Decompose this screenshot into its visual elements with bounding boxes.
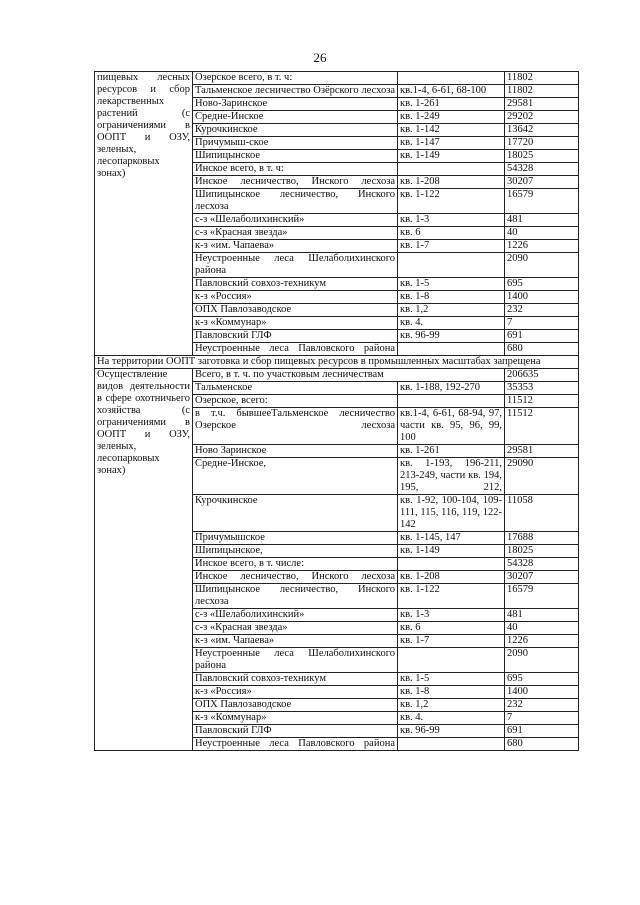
forestry-name-cell: Шипицынское — [193, 150, 398, 163]
forestry-name-cell: Инское всего, в т. числе: — [193, 558, 398, 571]
area-cell: 680 — [505, 738, 579, 751]
area-cell: 695 — [505, 278, 579, 291]
forestry-name-cell: Павловский совхоз-техникум — [193, 278, 398, 291]
quarters-cell: кв. 1-8 — [398, 291, 505, 304]
area-cell: 691 — [505, 725, 579, 738]
forestry-name-cell: Неустроенные леса Павловского района — [193, 738, 398, 751]
forestry-name-cell: с-з «Шелаболихинский» — [193, 609, 398, 622]
total-label-cell: Всего, в т. ч. по участковым лесничествам — [193, 369, 505, 382]
forestry-name-cell: ОПХ Павлозаводское — [193, 699, 398, 712]
area-cell: 2090 — [505, 648, 579, 673]
forestry-name-cell: к-з «Россия» — [193, 686, 398, 699]
area-cell: 206635 — [505, 369, 579, 382]
area-cell: 54328 — [505, 558, 579, 571]
area-cell: 35353 — [505, 382, 579, 395]
area-cell: 16579 — [505, 584, 579, 609]
forestry-name-cell: к-з «Коммунар» — [193, 712, 398, 725]
page-number: 26 — [313, 50, 327, 65]
forestry-name-cell: к-з «им. Чапаева» — [193, 240, 398, 253]
quarters-cell: кв. 1-145, 147 — [398, 532, 505, 545]
table-row — [95, 369, 579, 382]
quarters-cell: кв. 1-149 — [398, 545, 505, 558]
forestry-name-cell: к-з «им. Чапаева» — [193, 635, 398, 648]
forestry-name-cell: Павловский совхоз-техникум — [193, 673, 398, 686]
quarters-cell: кв. 1-147 — [398, 137, 505, 150]
forest-use-table — [94, 71, 579, 751]
area-cell: 481 — [505, 214, 579, 227]
area-cell: 1400 — [505, 686, 579, 699]
area-cell: 232 — [505, 304, 579, 317]
area-cell: 54328 — [505, 163, 579, 176]
quarters-cell: кв. 1-7 — [398, 240, 505, 253]
quarters-cell — [398, 163, 505, 176]
area-cell: 691 — [505, 330, 579, 343]
forestry-name-cell: Неустроенные леса Шелаболихинского района — [193, 253, 398, 278]
area-cell: 17720 — [505, 137, 579, 150]
quarters-cell: кв. 1-3 — [398, 609, 505, 622]
quarters-cell: кв. 6 — [398, 227, 505, 240]
forestry-name-cell: Курочкинское — [193, 495, 398, 532]
quarters-cell: кв. 1-261 — [398, 445, 505, 458]
forestry-name-cell: Инское лесничество, Инского лесхоза — [193, 571, 398, 584]
area-cell: 18025 — [505, 545, 579, 558]
area-cell: 695 — [505, 673, 579, 686]
quarters-cell: кв. 1-149 — [398, 150, 505, 163]
forestry-name-cell: Шипицынское лесничество, Инского лесхоза — [193, 189, 398, 214]
quarters-cell — [398, 253, 505, 278]
prohibition-notice: На территории ООПТ заготовка и сбор пищевых ресурсов в промышленных масштабах запрещена — [95, 356, 579, 369]
area-cell: 680 — [505, 343, 579, 356]
area-cell: 11512 — [505, 395, 579, 408]
forestry-name-cell: Курочкинское — [193, 124, 398, 137]
forestry-name-cell: Средне-Инское, — [193, 458, 398, 495]
area-cell: 16579 — [505, 189, 579, 214]
quarters-cell: кв. 6 — [398, 622, 505, 635]
quarters-cell: кв. 1-3 — [398, 214, 505, 227]
quarters-cell: кв. 96-99 — [398, 330, 505, 343]
area-cell: 1400 — [505, 291, 579, 304]
forestry-name-cell: Павловский ГЛФ — [193, 330, 398, 343]
forestry-name-cell: Шипицынское лесничество, Инского лесхоза — [193, 584, 398, 609]
forestry-name-cell: Озерское, всего: — [193, 395, 398, 408]
quarters-cell: кв. 1-8 — [398, 686, 505, 699]
quarters-cell: кв. 1-5 — [398, 673, 505, 686]
quarters-cell — [398, 558, 505, 571]
quarters-cell: кв. 4. — [398, 712, 505, 725]
forestry-name-cell: Неустроенные леса Павловского района — [193, 343, 398, 356]
forestry-name-cell: Озерское всего, в т. ч: — [193, 72, 398, 85]
section2-activity-cell: Осуществление видов деятельности в сфере охотничьего хозяйства (с ограничениями в ООПТ и ОЗУ, зеленых, лесопарковых зонах) — [95, 369, 193, 751]
area-cell: 30207 — [505, 176, 579, 189]
quarters-cell — [398, 343, 505, 356]
area-cell: 11058 — [505, 495, 579, 532]
forestry-name-cell: Неустроенные леса Шелаболихинского района — [193, 648, 398, 673]
forestry-name-cell: к-з «Россия» — [193, 291, 398, 304]
quarters-cell: кв. 1-193, 196-211, 213-249, части кв. 194, 195, 212, — [398, 458, 505, 495]
section1-activity-cell: пищевых лесных ресурсов и сбор лекарственных растений (с ограничениями в ООПТ и ОЗУ, зеленых, лесопарковых зонах) — [95, 72, 193, 356]
forestry-name-cell: с-з «Красная звезда» — [193, 227, 398, 240]
area-cell: 29581 — [505, 445, 579, 458]
area-cell: 232 — [505, 699, 579, 712]
quarters-cell — [398, 72, 505, 85]
quarters-cell: кв. 1-5 — [398, 278, 505, 291]
quarters-cell — [398, 738, 505, 751]
area-cell: 30207 — [505, 571, 579, 584]
area-cell: 29202 — [505, 111, 579, 124]
quarters-cell: кв. 1,2 — [398, 304, 505, 317]
quarters-cell: кв. 1-261 — [398, 98, 505, 111]
quarters-cell — [398, 395, 505, 408]
forestry-name-cell: Павловский ГЛФ — [193, 725, 398, 738]
area-cell: 29581 — [505, 98, 579, 111]
quarters-cell: кв. 1-122 — [398, 189, 505, 214]
quarters-cell — [398, 648, 505, 673]
quarters-cell: кв. 1-92, 100-104, 109-111, 115, 116, 119, 122-142 — [398, 495, 505, 532]
area-cell: 2090 — [505, 253, 579, 278]
area-cell: 40 — [505, 227, 579, 240]
forestry-name-cell: Ново-Заринское — [193, 98, 398, 111]
quarters-cell: кв. 1-208 — [398, 571, 505, 584]
area-cell: 11802 — [505, 72, 579, 85]
forestry-name-cell: в т.ч. бывшееТальменское лесничество Озерское лесхоза — [193, 408, 398, 445]
quarters-cell: кв. 96-99 — [398, 725, 505, 738]
quarters-cell: кв. 1-208 — [398, 176, 505, 189]
table-row — [95, 72, 579, 85]
area-cell: 11512 — [505, 408, 579, 445]
area-cell: 1226 — [505, 240, 579, 253]
quarters-cell: кв. 1-122 — [398, 584, 505, 609]
forestry-name-cell: с-з «Шелаболихинский» — [193, 214, 398, 227]
area-cell: 13642 — [505, 124, 579, 137]
table-row — [95, 356, 579, 369]
area-cell: 1226 — [505, 635, 579, 648]
forestry-name-cell: Тальменское лесничество Озёрского лесхоза — [193, 85, 398, 98]
quarters-cell: кв. 4. — [398, 317, 505, 330]
area-cell: 481 — [505, 609, 579, 622]
quarters-cell: кв.1-4, 6-61, 68-94, 97, части кв. 95, 96, 99, 100 — [398, 408, 505, 445]
quarters-cell: кв. 1-7 — [398, 635, 505, 648]
forestry-name-cell: с-з «Красная звезда» — [193, 622, 398, 635]
area-cell: 7 — [505, 712, 579, 725]
forestry-name-cell: Тальменское — [193, 382, 398, 395]
forestry-name-cell: Шипицынское, — [193, 545, 398, 558]
area-cell: 17688 — [505, 532, 579, 545]
forestry-name-cell: Ново Заринское — [193, 445, 398, 458]
area-cell: 7 — [505, 317, 579, 330]
forestry-name-cell: к-з «Коммунар» — [193, 317, 398, 330]
area-cell: 40 — [505, 622, 579, 635]
forestry-name-cell: Причумышское — [193, 532, 398, 545]
quarters-cell: кв. 1-249 — [398, 111, 505, 124]
forestry-name-cell: Средне-Инское — [193, 111, 398, 124]
quarters-cell: кв. 1-142 — [398, 124, 505, 137]
area-cell: 18025 — [505, 150, 579, 163]
forestry-name-cell: Инское всего, в т. ч: — [193, 163, 398, 176]
quarters-cell: кв. 1,2 — [398, 699, 505, 712]
forestry-name-cell: ОПХ Павлозаводское — [193, 304, 398, 317]
forestry-name-cell: Инское лесничество, Инского лесхоза — [193, 176, 398, 189]
quarters-cell: кв.1-4, 6-61, 68-100 — [398, 85, 505, 98]
area-cell: 11802 — [505, 85, 579, 98]
quarters-cell: кв. 1-188, 192-270 — [398, 382, 505, 395]
area-cell: 29090 — [505, 458, 579, 495]
forestry-name-cell: Причумыш-ское — [193, 137, 398, 150]
